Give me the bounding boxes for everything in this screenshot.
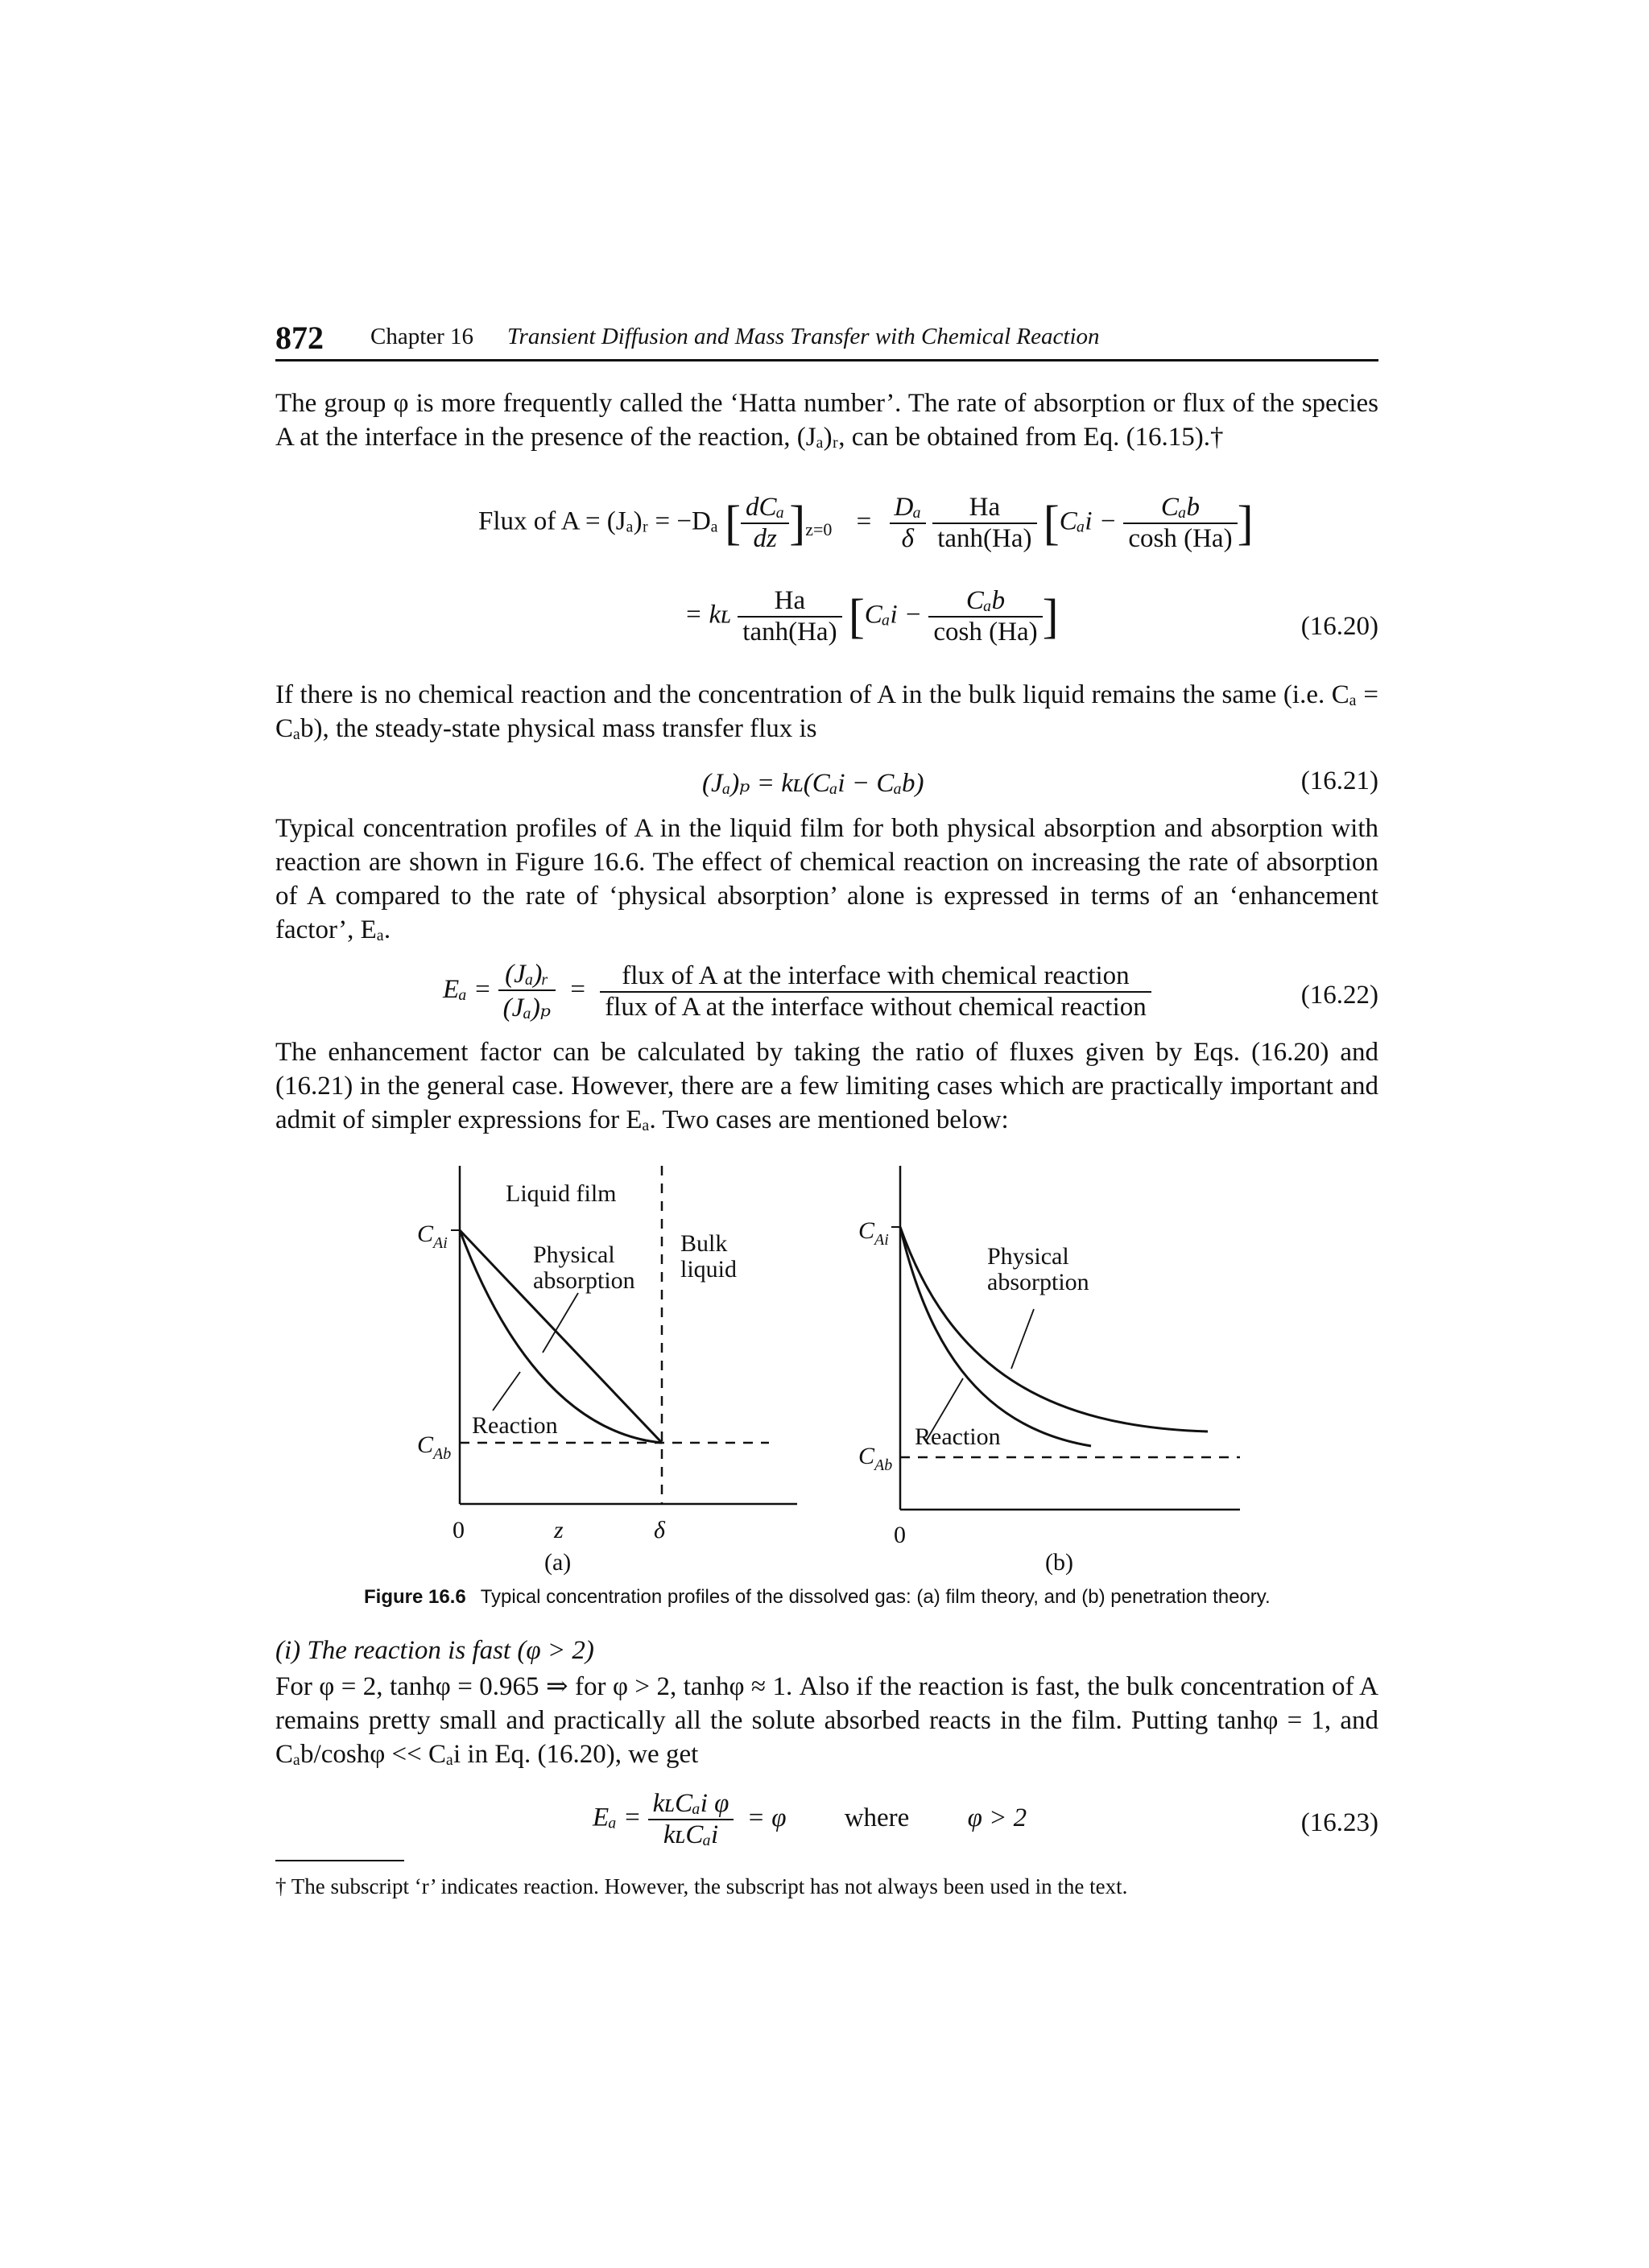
eq-number-16-22: (16.22) [1300,981,1378,1010]
equation-16-20-line2: = kʟ $\frac{Ha}{\tanh(Ha)}$ [Cₐi − $\frac{\text{Cₐb}}{\cosh (Ha)}$ ] [684,586,1059,647]
paragraph-fast-reaction: For φ = 2, tanhφ = 0.965 ⇒ for φ > 2, tanhφ ≈ 1. Also if the reaction is fast, the bulk concentration of A remains pretty small and practically all the solute absorbed reacts in the film. Putting tanhφ = 1, and Cₐb/coshφ << Cₐi in Eq. (16.20), we get [275,1672,1378,1769]
eq20-lhs: Flux of A = (Jₐ)ᵣ = −Dₐ [478,506,718,536]
figure-caption-label: Figure 16.6 [364,1586,466,1608]
eq-number-16-20: (16.20) [1300,612,1378,641]
panel-a-label: (a) [544,1549,572,1576]
eq23-den: kʟCₐi [663,1820,719,1849]
eq20-delta: δ [901,524,914,553]
panel-a-x-z: z [554,1517,564,1543]
panel-a-reaction-pointer [493,1372,520,1411]
equation-16-20-line1: Flux of A = (Jₐ)ᵣ = −Dₐ [ $\frac{\text{dCₐ}}{dz}$ ]$_{z=0}$ = $\frac{\text{Dₐ}}{\delta}$ $\frac{Ha}{\tanh(Ha)}$ [Cₐi − $\frac{\text{Cₐb}}{\cosh (Ha)}$ ] [478,493,1254,553]
eq23-condition: φ > 2 [967,1803,1027,1832]
paragraph-enhancement: The enhancement factor can be calculated by taking the ratio of fluxes given by Eqs. (16.20) and (16.21) in the general case. However, there are a few limiting cases which are practically important and admit of simpler expressions for Eₐ. Two cases are mentioned below: [275,1038,1378,1134]
panel-a-x-delta: δ [654,1517,665,1543]
figure-panel-a [451,1166,797,1504]
eq23-where: where [844,1803,910,1832]
eq20-cosh: cosh (Ha) [1128,524,1233,553]
footnote: † The subscript ‘r’ indicates reaction. However, the subscript has not always been used in the text. [275,1874,1128,1898]
eq20-sub: z=0 [805,519,833,540]
paragraph-hatta: The group φ is more frequently called the ‘Hatta number’. The rate of absorption or flux of the species A at the interface in the presence of the reaction, (Jₐ)ᵣ, can be obtained from Eq. (16.15).† [275,389,1378,452]
panel-a-cab-label: $C_{Ab}$ [417,1431,452,1463]
eq20-da: Dₐ [890,493,926,524]
panel-b-x-origin: 0 [894,1522,906,1548]
eq20-tanh: tanh(Ha) [937,524,1032,553]
panel-b-cab-label: $C_{Ab}$ [858,1443,893,1474]
eq20-cab-2: Cₐb [928,586,1042,618]
paragraph-no-reaction: If there is no chemical reaction and the concentration of A in the bulk liquid remains the same (i.e. Cₐ = Cₐb), the steady-state physical mass transfer flux is [275,680,1378,743]
section-fast-reaction-title: (i) The reaction is fast (φ > 2) [275,1636,594,1665]
eq20-kl: = kʟ [684,600,732,630]
panel-a-liquid-film-label: Liquid film [506,1180,617,1207]
eq20-cai-2: Cₐi − [864,600,923,630]
eq-number-16-21: (16.21) [1300,766,1378,795]
paragraph-profiles: Typical concentration profiles of A in the liquid film for both physical absorption and absorption with reaction are shown in Figure 16.6. The effect of chemical reaction on increasing the rate of absorption of A compared to the rate of ‘physical absorption’ alone is expressed in terms of an ‘enhancement factor’, Eₐ. [275,814,1378,944]
eq20-dca: dCₐ [741,493,789,524]
panel-a-reaction-label: Reaction [472,1412,558,1439]
eq22-num: (Jₐ)ᵣ [498,960,556,991]
equation-16-21: (Jₐ)ₚ = kʟ(Cₐi − Cₐb) [702,769,924,798]
eq20-cab: Cₐb [1123,493,1237,524]
panel-b-label: (b) [1045,1549,1073,1576]
panel-a-absorption-label: absorption [533,1267,635,1294]
eq20-cai: Cₐi − [1059,506,1118,536]
panel-b-physical-label: Physical [987,1243,1069,1270]
eq20-tanh-2: tanh(Ha) [742,618,837,647]
eq-number-16-23: (16.23) [1300,1808,1378,1837]
eq22-den: (Jₐ)ₚ [502,994,552,1022]
figure-panel-b [891,1166,1240,1510]
eq23-lhs: Eₐ = [593,1803,642,1832]
panel-a-bulk-label: Bulk [680,1230,728,1257]
page-number: 872 [275,320,324,356]
eq20-ha-2: Ha [738,586,841,618]
eq20-dz: dz [753,524,777,553]
eq22-lhs: Eₐ = [443,975,492,1005]
eq22-rden: flux of A at the interface without chemical reaction [605,992,1147,1022]
panel-b-physical-pointer [1011,1309,1034,1369]
eq23-rhs: = φ [746,1803,787,1832]
eq20-cosh-2: cosh (Ha) [933,618,1038,647]
panel-a-liquid-label: liquid [680,1256,738,1283]
panel-b-absorption-label: absorption [987,1269,1089,1295]
panel-b-reaction-label: Reaction [915,1423,1001,1450]
chapter-label: Chapter 16 [370,324,474,349]
equation-16-22: Eₐ = $\frac{\text{(Jₐ)ᵣ}}{\text{(Jₐ)ₚ}}$ = $\frac{\text{flux of A at the interface with chemical reaction}}{\text{flux of A at the interface without chemical reaction}}$ [443,960,1151,1023]
figure-panel-b-labels [858,1217,1089,1576]
eq23-num: kʟCₐi φ [648,1789,734,1820]
panel-b-cai-label: $C_{Ai}$ [858,1217,889,1249]
chapter-title: Transient Diffusion and Mass Transfer with Chemical Reaction [507,324,1100,349]
figure-panel-a-labels [417,1180,737,1576]
figure-caption-text: Typical concentration profiles of the dissolved gas: (a) film theory, and (b) penetration theory. [480,1586,1271,1608]
footnote-rule [275,1860,404,1861]
panel-a-x-origin: 0 [453,1517,465,1543]
panel-a-physical-label: Physical [533,1241,615,1268]
equation-16-23 [593,1789,1027,1850]
panel-a-cai-label: $C_{Ai}$ [417,1221,448,1252]
figure-caption [364,1586,1271,1609]
eq22-rnum: flux of A at the interface with chemical reaction [600,961,1151,993]
eq20-ha: Ha [932,493,1036,524]
